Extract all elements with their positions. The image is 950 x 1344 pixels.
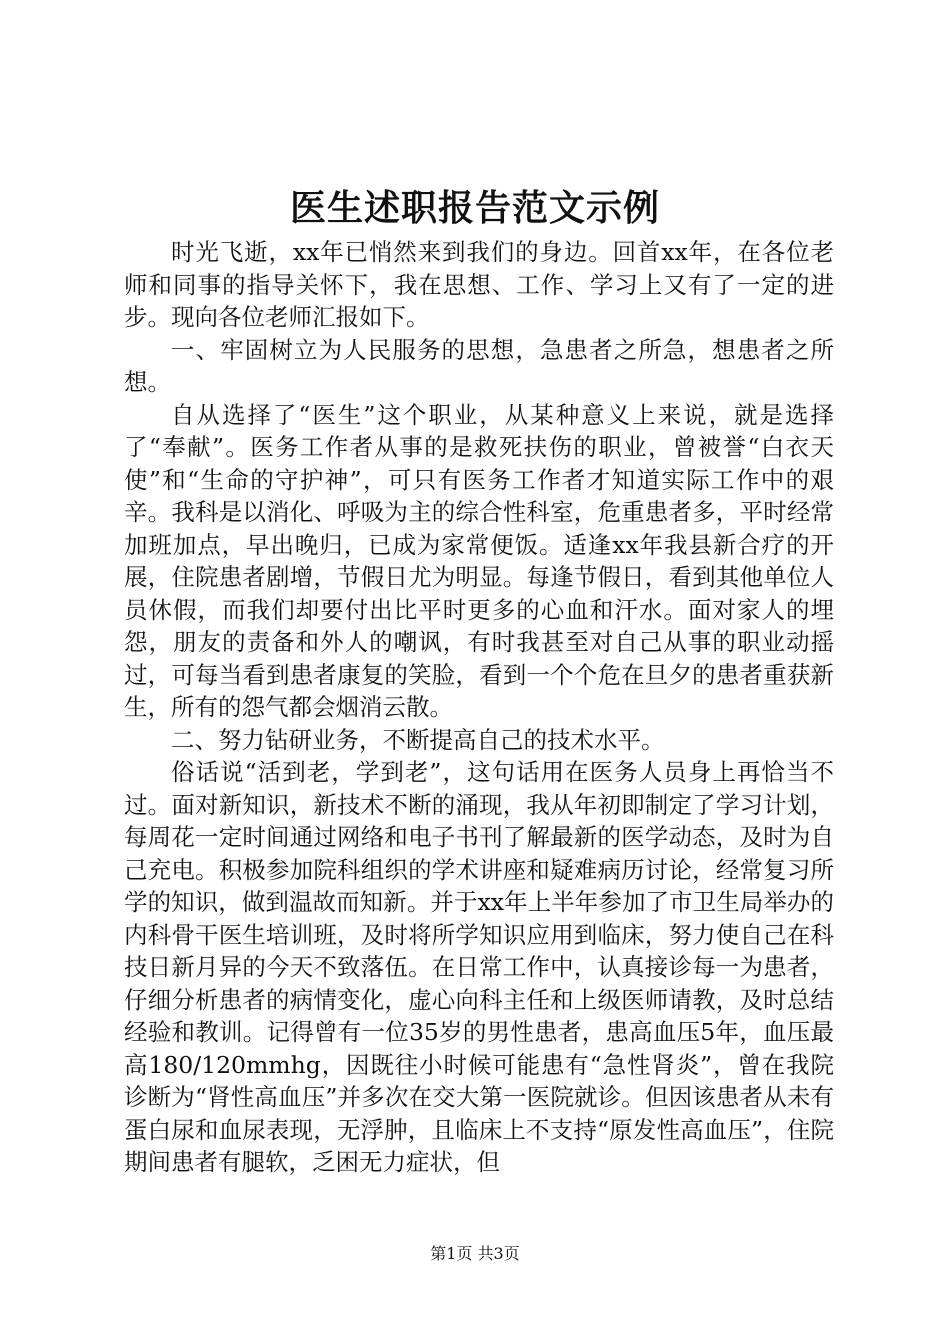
paragraph-heading-2: 二、努力钻研业务，不断提高自己的技术水平。 xyxy=(171,725,665,754)
document-body xyxy=(124,236,834,1179)
paragraph-section-1: 自从选择了“医生”这个职业，从某种意义上来说，就是选择了“奉献”。医务工作者从事的是救死扶伤的职业，曾被誉“白衣天使”和“生命的守护神”，可只有医务工作者才知道实际工作中的艰辛。我科是以消化、呼吸为主的综合性科室，危重患者多，平时经常加班加点，早出晚归，已成为家常便饭。适逢xx年我县新合疗的开展，住院患者剧增，节假日尤为明显。每逢节假日，看到其他单位人员休假，而我们却要付出比平时更多的心血和汗水。面对家人的埋怨，朋友的责备和外人的嘲讽，有时我甚至对自己从事的职业动摇过，可每当看到患者康复的笑脸，看到一个个危在旦夕的患者重获新生，所有的怨气都会烟消云散。 xyxy=(124,400,834,721)
paragraph-heading-1: 一、牢固树立为人民服务的思想，急患者之所急，想患者之所想。 xyxy=(124,335,834,396)
document-title: 医生述职报告范文示例 xyxy=(289,187,660,229)
page-number-footer: 第1页 共3页 xyxy=(430,1244,520,1263)
paragraph-intro: 时光飞逝，xx年已悄然来到我们的身边。回首xx年，在各位老师和同事的指导关怀下，我在思想、工作、学习上又有了一定的进步。现向各位老师汇报如下。 xyxy=(124,238,834,331)
paragraph-section-2: 俗话说“活到老，学到老”，这句话用在医务人员身上再恰当不过。面对新知识，新技术不断的涌现，我从年初即制定了学习计划，每周花一定时间通过网络和电子书刊了解最新的医学动态，及时为自己充电。积极参加院科组织的学术讲座和疑难病历讨论，经常复习所学的知识，做到温故而知新。并于xx年上半年参加了市卫生局举办的内科骨干医生培训班，及时将所学知识应用到临床，努力使自己在科技日新月异的今天不致落伍。在日常工作中，认真接诊每一为患者，仔细分析患者的病情变化，虚心向科主任和上级医师请教，及时总结经验和教训。记得曾有一位35岁的男性患者，患高血压5年，血压最高180/120mmhg，因既往小时候可能患有“急性肾炎”，曾在我院诊断为“肾性高血压”并多次在交大第一医院就诊。但因该患者从未有蛋白尿和血尿表现，无浮肿，且临床上不支持“原发性高血压”，住院期间患者有腿软，乏困无力症状，但 xyxy=(124,758,834,1176)
